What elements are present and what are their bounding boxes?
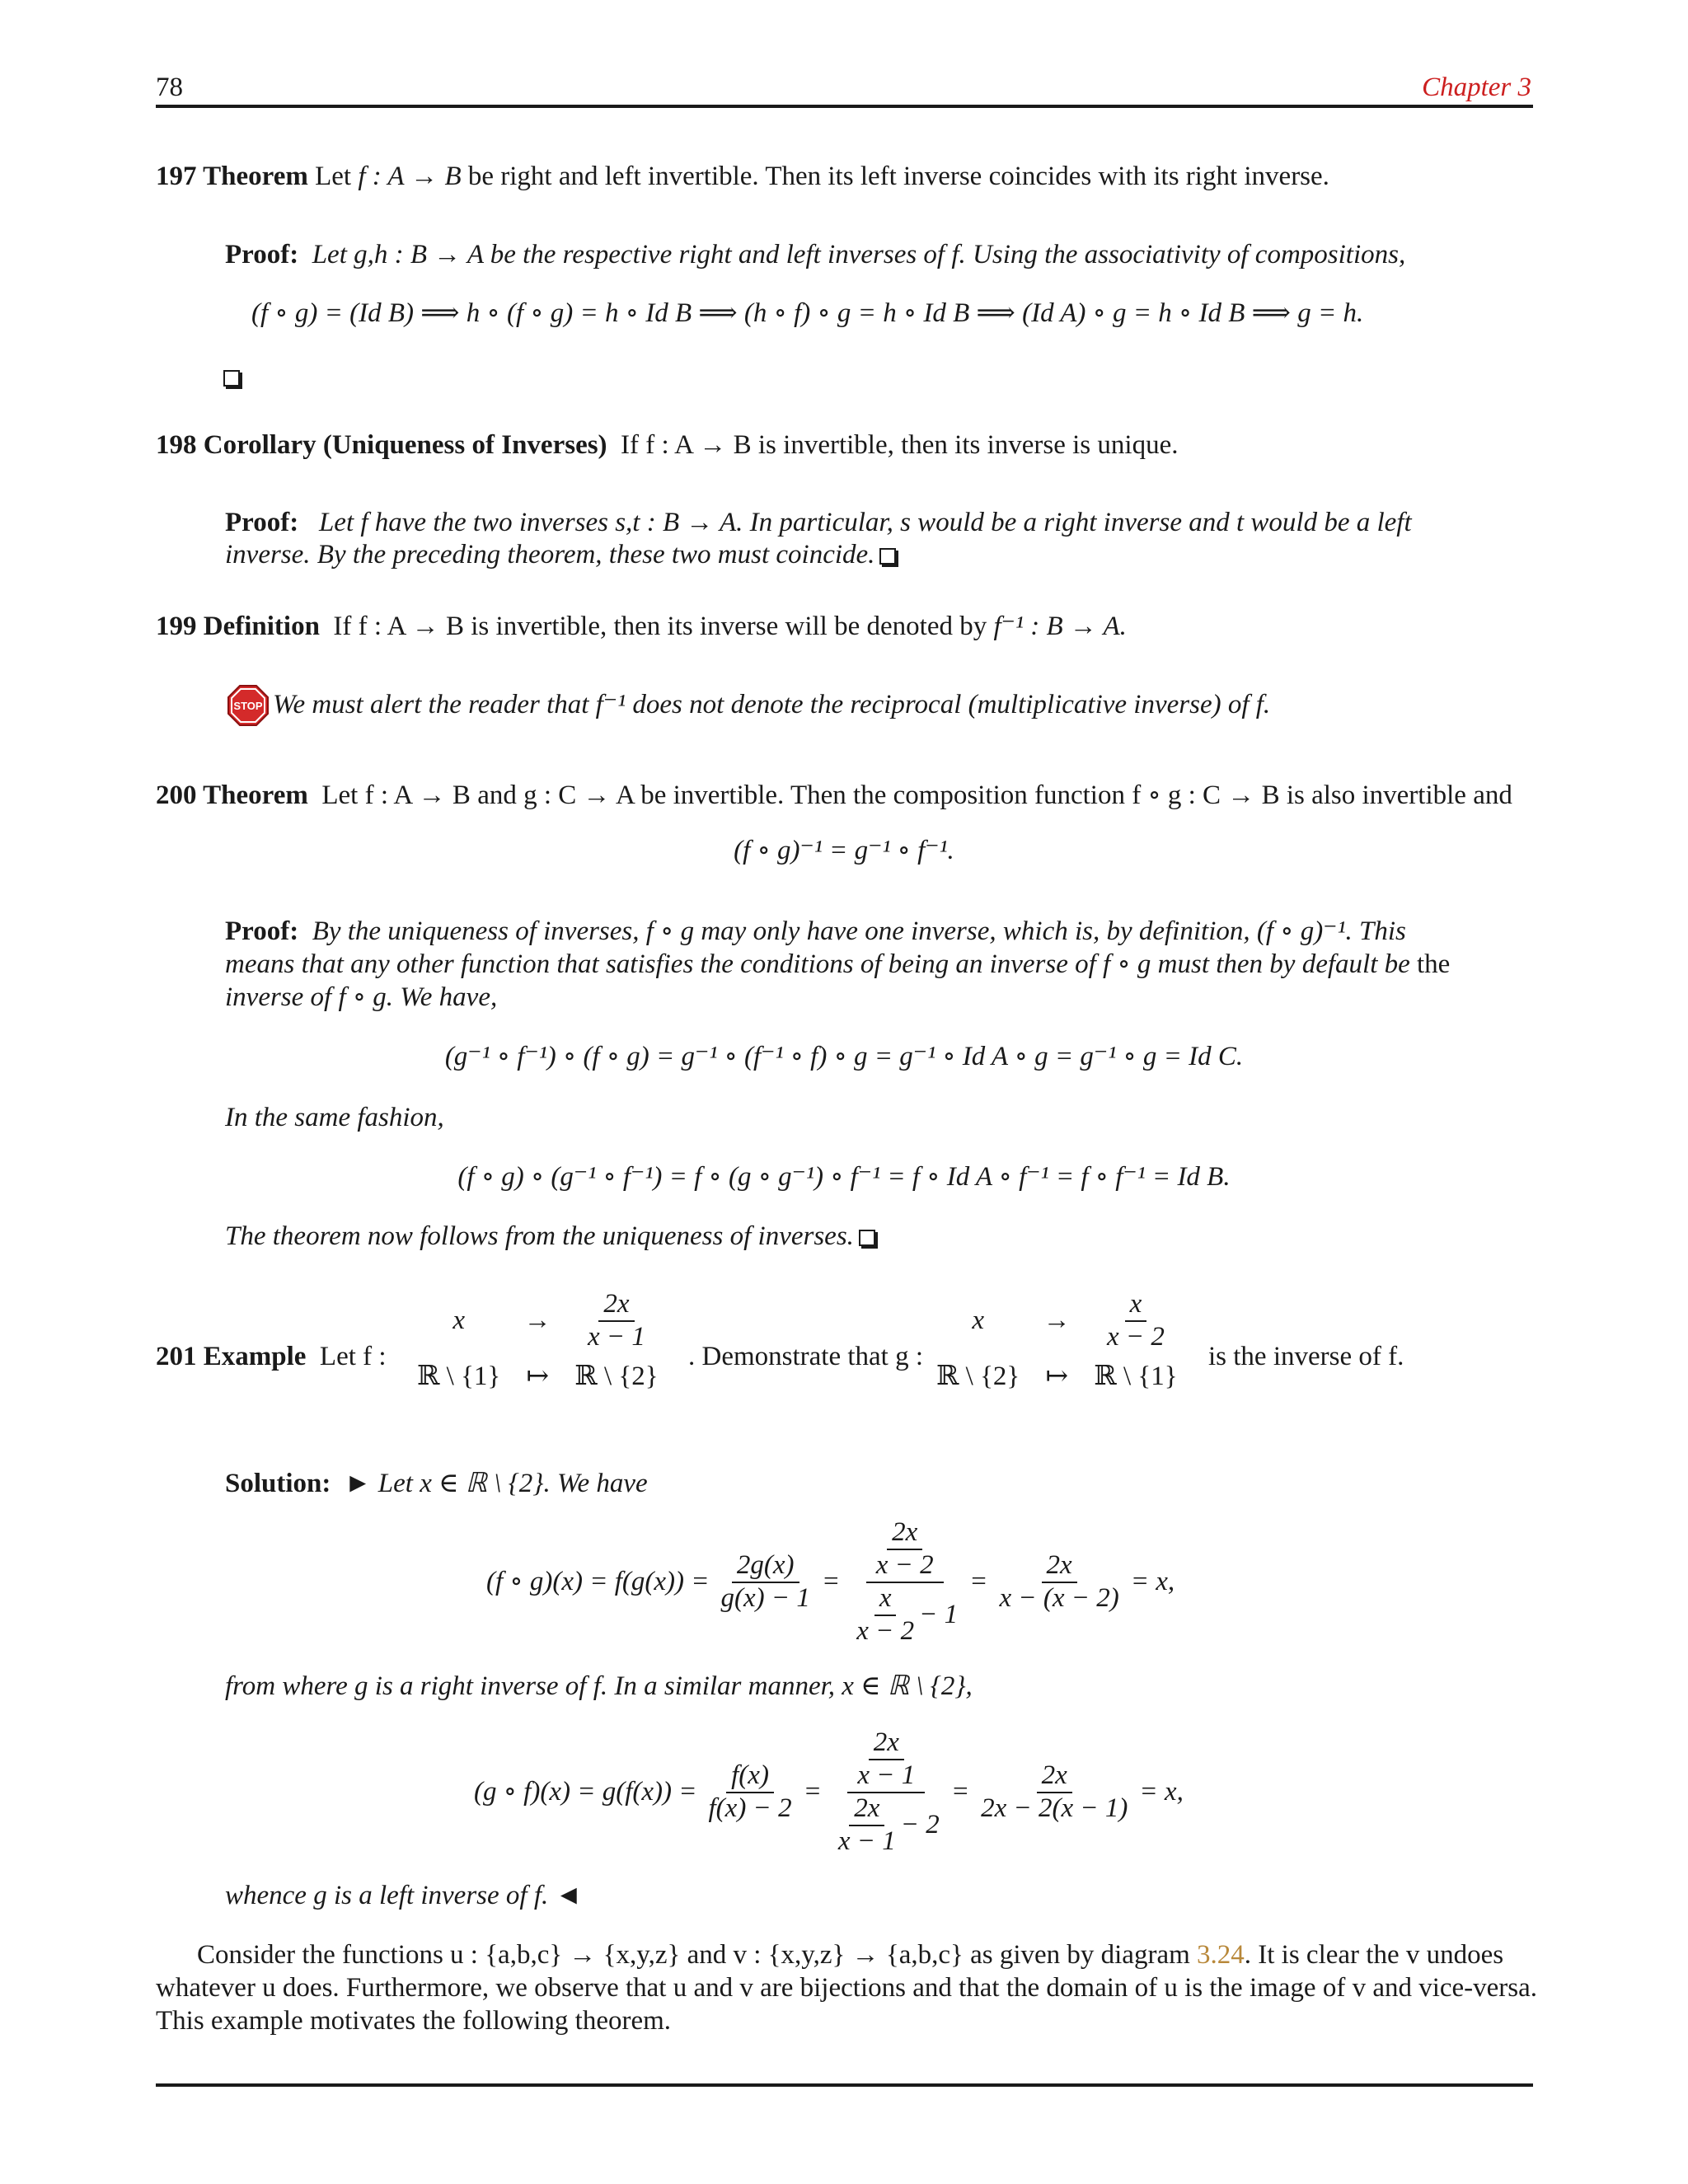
theorem-200-proof-3: inverse of f ∘ g. We have, [225,982,498,1012]
page-number: 78 [156,73,183,102]
eq1-inner-den-den: x − 2 [856,1615,915,1646]
proof-label: Proof: [225,508,299,537]
theorem-197-text: be right and left invertible. Then its left inverse coincides with its right inverse. [467,162,1329,191]
eq1-end: = x, [1130,1567,1175,1597]
eq2-inner-den-den: x − 1 [837,1825,896,1856]
eq2-frac-3-den: 2x − 2(x − 1) [981,1793,1128,1823]
eq1-equals: = [821,1567,841,1597]
proof-line-2: inverse. By the preceding theorem, these two must coincide. [225,540,875,569]
theorem-200-display: (f ∘ g)⁻¹ = g⁻¹ ∘ f⁻¹. [734,836,954,865]
f-rule-den: x − 1 [587,1321,645,1352]
proof-label: Proof: [225,916,299,946]
g-maps: ↦ [1045,1361,1069,1391]
g-rule-num: x [1125,1289,1147,1322]
eq2-inner-num-den: x − 1 [857,1760,916,1791]
theorem-200-proof [225,915,1406,949]
chapter-title: Chapter 3 [1422,73,1531,102]
theorem-197 [156,160,1329,194]
eq1-frac-3 [994,1550,1123,1615]
theorem-200-text: Let f : A → B and g : C → A be invertible. Then the composition function f ∘ g : C → B is also invertible and [321,780,1512,810]
f-maps: ↦ [526,1361,550,1391]
eq1-frac-2-den [846,1583,963,1647]
eq2-equals: = [803,1777,822,1807]
solution-label: Solution: [225,1469,331,1498]
theorem-197-display: (f ∘ g) = (Id B) ⟹ h ∘ (f ∘ g) = h ∘ Id B ⟹ (h ∘ f) ∘ g = h ∘ Id B ⟹ (Id A) ∘ g = h ∘ Id B ⟹ g = h. [251,298,1364,328]
eq2-equals-2: = [950,1777,970,1807]
paragraph-line-1 [156,1938,1540,1971]
theorem-197-label: 197 Theorem [156,162,308,191]
proof-line-1: Let f have the two inverses s,t : B → A. In particular, s would be a right inverse and t would be a left [318,508,1412,537]
stop-sign-icon [227,684,270,727]
eq2-inner-den-num: 2x [849,1793,884,1826]
diagram-ref-link[interactable]: 3.24 [1197,1940,1245,1970]
solution-text: ► Let x ∈ ℝ \ {2}. We have [344,1469,648,1498]
eq2-end: = x, [1139,1777,1184,1807]
eq1-inner-den-num: x [874,1583,897,1616]
g-domain: ℝ \ {2} [936,1361,1020,1391]
g-arrow: → [1043,1305,1071,1336]
eq1-inner-num: 2x [887,1517,922,1550]
conclusion-text: The theorem now follows from the uniqueness of inverses. [225,1221,854,1251]
theorem-200-conclusion [225,1220,875,1254]
end-text: whence g is a left inverse of f. ◄ [225,1881,583,1910]
eq1-frac-1 [716,1550,815,1615]
g-rule [1100,1289,1170,1353]
f-rule-num: 2x [598,1289,634,1322]
eq1-frac-3-num: 2x [1042,1550,1077,1583]
example-201-label: 201 Example [156,1342,307,1371]
theorem-200-label: 200 Theorem [156,780,308,810]
solution-line [225,1467,648,1501]
theorem-200-display-2: (g⁻¹ ∘ f⁻¹) ∘ (f ∘ g) = g⁻¹ ∘ (f⁻¹ ∘ f) ∘ g = g⁻¹ ∘ Id A ∘ g = g⁻¹ ∘ g = Id C. [444,1042,1244,1071]
f-arrow: → [523,1305,551,1336]
proof-label: Proof: [225,240,299,269]
eq1-frac-1-den: g(x) − 1 [720,1583,810,1613]
eq2-inner-num: 2x [869,1727,904,1760]
eq2-frac-1 [704,1760,797,1825]
definition-199 [156,610,1127,644]
eq1-frac-3-den: x − (x − 2) [999,1583,1119,1613]
eq1-frac-2-num [866,1517,944,1583]
f-codomain: ℝ \ {2} [574,1361,659,1391]
paragraph-line-1-pre: Consider the functions u : {a,b,c} → {x,y,z} and v : {x,y,z} → {a,b,c} as given by diagram [197,1940,1190,1970]
qed-box [223,360,240,394]
eq2-frac-1-num: f(x) [726,1760,774,1793]
function-f-table [417,1289,659,1394]
corollary-198 [156,429,1178,462]
same-fashion: In the same fashion, [225,1103,444,1132]
eq1-frac-1-num: 2g(x) [732,1550,799,1583]
example-201-tail: is the inverse of f. [1208,1342,1404,1371]
theorem-200-display-3: (f ∘ g) ∘ (g⁻¹ ∘ f⁻¹) = f ∘ (g ∘ g⁻¹) ∘ f⁻¹ = f ∘ Id A ∘ f⁻¹ = f ∘ f⁻¹ = Id B. [457,1162,1231,1192]
paragraph-line-3: This example motivates the following theorem. [156,2006,672,2036]
corollary-198-proof [225,506,1412,540]
header-rule [156,105,1533,108]
f-rule [581,1289,651,1353]
theorem-200-proof-2 [225,948,1450,982]
warning-text: We must alert the reader that f⁻¹ does not denote the reciprocal (multiplicative inverse) of f. [273,690,1271,720]
f-domain: ℝ \ {1} [417,1361,501,1391]
equation-fg [486,1516,1175,1648]
theorem-197-map: f : A → B [358,162,462,191]
eq1-equals-2: = [969,1567,988,1597]
eq1-inner-num-den: x − 2 [875,1550,934,1581]
eq2-lhs: (g ∘ f)(x) = g(f(x)) = [474,1777,697,1807]
eq1-lhs: (f ∘ g)(x) = f(g(x)) = [486,1567,710,1597]
eq2-minus-two: − 2 [900,1809,940,1840]
stop-warning [227,684,1270,727]
proof-line-1: By the uniqueness of inverses, f ∘ g may only have one inverse, which is, by definition, (f ∘ g)⁻¹. This [312,916,1406,946]
theorem-197-proof [225,238,1405,272]
example-201-label-line [156,1340,387,1374]
eq1-frac-2 [846,1517,963,1647]
svg-text:STOP: STOP [233,700,263,712]
example-201-demo: . Demonstrate that g : [688,1342,924,1371]
eq2-frac-2-num [847,1727,925,1793]
equation-gf [474,1722,1184,1863]
definition-199-label: 199 Definition [156,612,320,641]
proof-text: Let g,h : B → A be the respective right and left inverses of f. Using the associativity of compositions, [312,240,1406,269]
function-g-table [936,1289,1178,1394]
closing-paragraph [156,1938,1540,2037]
paragraph-line-1-post: . It is clear the v undoes [1244,1940,1504,1970]
theorem-197-pre: Let [315,162,352,191]
corollary-198-proof-2 [225,538,896,572]
definition-199-text: If f : A → B is invertible, then its inverse will be denoted by [333,612,987,641]
f-x: x [452,1305,465,1336]
corollary-198-text: If f : A → B is invertible, then its inverse is unique. [621,430,1179,460]
g-codomain: ℝ \ {1} [1094,1361,1178,1391]
eq2-frac-2-den [828,1793,945,1858]
eq2-frac-2 [828,1727,945,1858]
corollary-198-label: 198 Corollary (Uniqueness of Inverses) [156,430,607,460]
eq1-minus-one: − 1 [919,1599,959,1629]
g-x: x [972,1305,984,1336]
eq2-frac-1-den: f(x) − 2 [708,1793,792,1823]
eq2-frac-3 [976,1760,1132,1825]
paragraph-line-2: whatever u does. Furthermore, we observe that u and v are bijections and that the domain of u is the image of v and vice-versa. [156,1973,1538,2003]
proof-line-2b: the [1417,949,1451,979]
eq2-frac-3-num: 2x [1037,1760,1072,1793]
example-201-let: Let f : [319,1342,387,1371]
footer-rule [156,2083,1533,2087]
proof-line-2a: means that any other function that satisfies the conditions of being an inverse of f ∘ g must then by default be [225,949,1410,979]
theorem-200 [156,779,1512,813]
mid-text: from where g is a right inverse of f. In a similar manner, x ∈ ℝ \ {2}, [225,1671,973,1701]
g-rule-den: x − 2 [1106,1321,1165,1352]
definition-199-notation: f⁻¹ : B → A. [993,612,1127,641]
